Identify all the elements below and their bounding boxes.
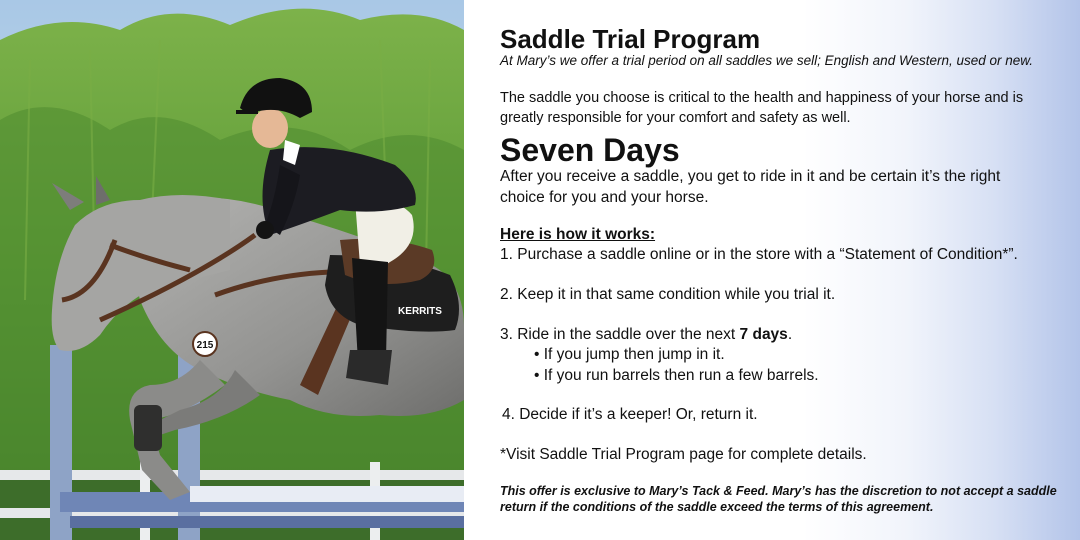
disclaimer-line: return if the conditions of the saddle exceed the terms of this agreement.	[500, 500, 934, 514]
offer-panel	[464, 0, 1080, 540]
show-jumping-photo	[0, 0, 464, 540]
trial-description	[500, 166, 1000, 208]
intro-line: The saddle you choose is critical to the health and happiness of your horse and is	[500, 90, 1024, 106]
intro-paragraph	[500, 88, 1023, 128]
intro-line: greatly responsible for your comfort and safety as well.	[500, 110, 851, 126]
step-1: 1. Purchase a saddle online or in the store with a “Statement of Condition*”.	[500, 246, 1018, 263]
step-3-period: .	[787, 326, 793, 343]
how-it-works-heading: Here is how it works:	[500, 226, 656, 243]
offer-disclaimer	[500, 483, 1057, 515]
step-3	[500, 326, 792, 344]
bib-number-tag	[193, 332, 217, 356]
offer-subtitle: At Mary’s we offer a trial period on all saddles we sell; English and Western, used or new.	[500, 53, 1034, 68]
step-3-bullet-barrels: • If you run barrels then run a few barrels.	[534, 367, 819, 384]
step-4: 4. Decide if it’s a keeper! Or, return it.	[502, 406, 758, 423]
step-3-days: 7 days	[739, 326, 788, 343]
step-3-bullet-jump: • If you jump then jump in it.	[534, 346, 725, 363]
step-2: 2. Keep it in that same condition while you trial it.	[500, 286, 836, 303]
visit-details-note: *Visit Saddle Trial Program page for complete details.	[500, 446, 867, 463]
bib-number: 215	[196, 340, 214, 351]
description-line: After you receive a saddle, you get to ride in it and be certain it’s the right	[500, 168, 1001, 185]
step-3-text: 3. Ride in the saddle over the next	[500, 326, 740, 343]
saddle-pad-brand: KERRITS	[398, 306, 442, 317]
disclaimer-line: This offer is exclusive to Mary’s Tack & Feed. Mary’s has the discretion to not accept a saddle	[500, 484, 1057, 498]
page-title: Saddle Trial Program	[500, 24, 761, 54]
seven-days-heading: Seven Days	[500, 132, 680, 168]
description-line: choice for you and your horse.	[500, 189, 709, 206]
